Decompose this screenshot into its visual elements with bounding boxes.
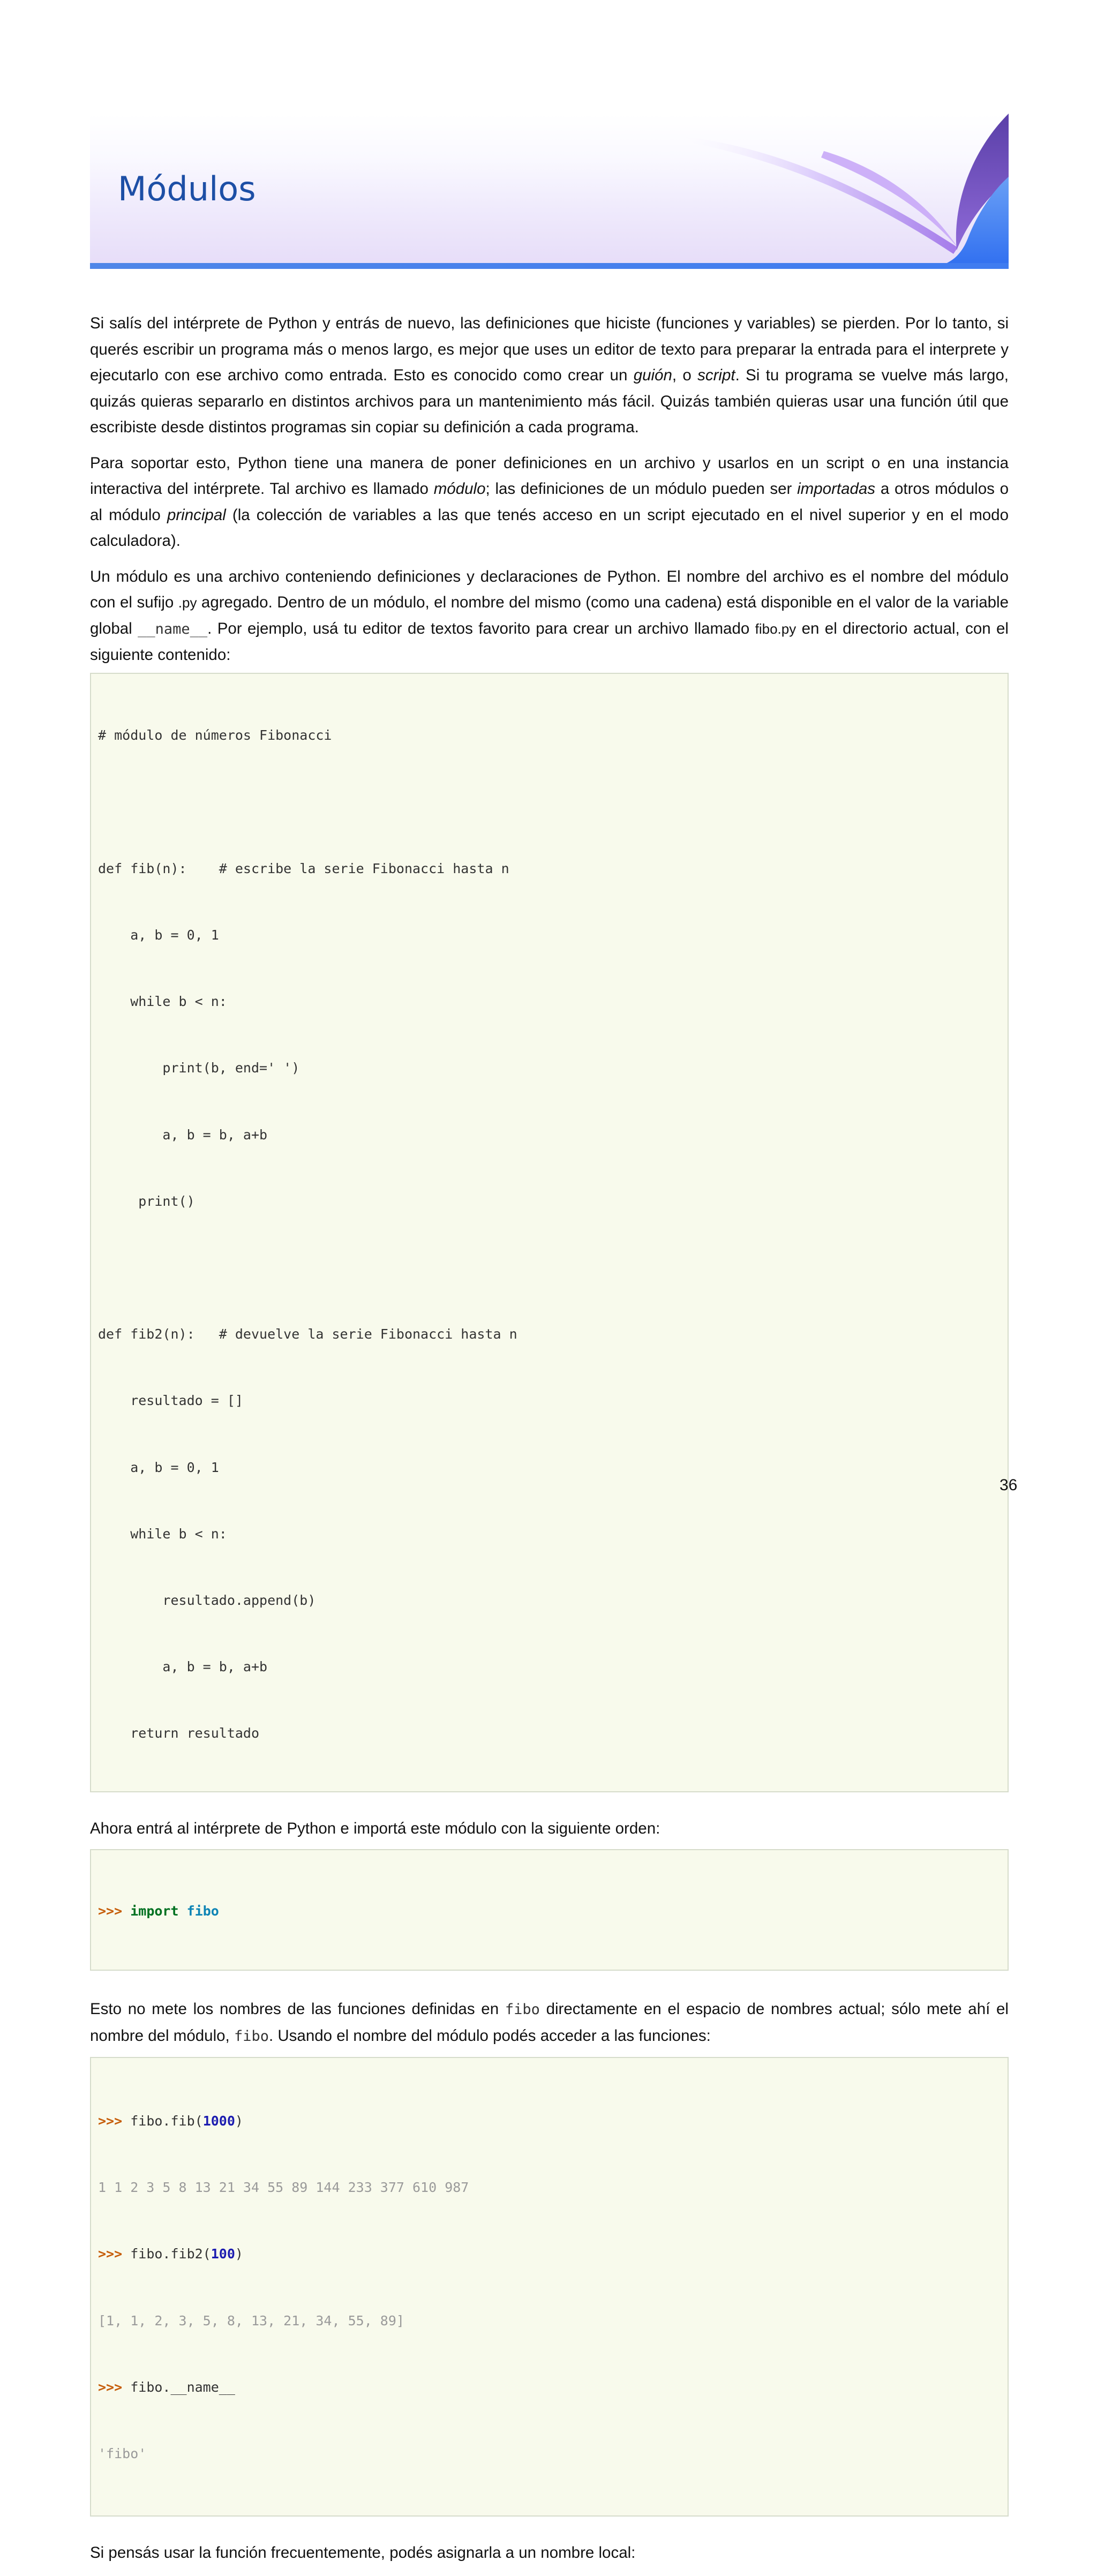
code-block-import — [90, 1849, 1009, 1971]
paragraph-modules: Para soportar esto, Python tiene una manera de poner definiciones en un archivo y usarlos en un script o en una instancia interactiva del intérprete. Tal archivo es llamado módulo; las definiciones de un módulo pueden ser importadas a otros módulos o al módulo principal (la colección de variables a las que tenés acceso en un script ejecutado en el nivel superior y en el modo calculadora). — [90, 454, 1009, 550]
module-name: fibo — [186, 1903, 219, 1919]
prompt: >>> — [98, 2113, 123, 2129]
document-body — [90, 311, 1009, 2576]
code-line: >>> fibo.__name__ — [98, 2379, 235, 2395]
code-line — [98, 1257, 999, 1279]
code-line: print() — [98, 1193, 195, 1209]
term-principal: principal — [167, 506, 226, 524]
term-importadas: importadas — [797, 480, 876, 498]
prompt: >>> — [98, 2379, 123, 2395]
code-line: while b < n: — [98, 1526, 227, 1542]
code-line: def fib2(n): # devuelve la serie Fibonacci hasta n — [98, 1326, 517, 1342]
code-line: print(b, end=' ') — [98, 1060, 300, 1076]
code-line: # módulo de números Fibonacci — [98, 727, 332, 743]
number-literal: 100 — [211, 2246, 235, 2262]
inline-code-fibo: fibo — [234, 2027, 269, 2045]
code-line — [98, 1900, 999, 1922]
code-line: >>> fibo.fib(1000) — [98, 2113, 243, 2129]
keyword-import: import — [130, 1903, 179, 1919]
page-number: 36 — [1000, 1476, 1018, 1494]
code-block-session — [90, 2057, 1009, 2517]
term-script: script — [697, 366, 735, 384]
code-line — [98, 791, 999, 813]
prompt: >>> — [98, 1903, 123, 1919]
code-line: >>> fibo.fib2(100) — [98, 2246, 243, 2262]
term-modulo: módulo — [433, 480, 486, 498]
code-line: a, b = b, a+b — [98, 1659, 268, 1675]
paragraph-import-intro: Ahora entrá al intérprete de Python e importá este módulo con la siguiente orden: — [90, 1819, 660, 1837]
code-output: [1, 1, 2, 3, 5, 8, 13, 21, 34, 55, 89] — [98, 2312, 404, 2329]
page-title: Módulos — [118, 169, 256, 208]
code-output: 'fibo' — [98, 2445, 147, 2461]
paragraph-namespace: Esto no mete los nombres de las funciones definidas en fibo directamente en el espacio de nombres actual; sólo mete ahí el nombre del módulo, fibo. Usando el nombre del módulo podés acceder a las funciones: — [90, 2000, 1009, 2045]
variable-name: __name__ — [138, 620, 208, 637]
code-line: def fib(n): # escribe la serie Fibonacci hasta n — [98, 860, 509, 876]
code-block-fibo-module — [90, 673, 1009, 1792]
paragraph-module-file: Un módulo es una archivo conteniendo definiciones y declaraciones de Python. El nombre del archivo es el nombre del módulo con el sufijo .py agregado. Dentro de un módulo, el nombre del mismo (como una cadena) está disponible en el valor de la variable global __name__. Por ejemplo, usá tu editor de textos favorito para crear un archivo llamado fibo.py en el directorio actual, con el siguiente contenido: — [90, 567, 1009, 664]
prompt: >>> — [98, 2246, 123, 2262]
term-guion: guión — [633, 366, 672, 384]
filename-fibo-py: fibo.py — [755, 620, 797, 637]
banner-underline — [90, 263, 1009, 269]
code-line: while b < n: — [98, 994, 227, 1010]
number-literal: 1000 — [202, 2113, 235, 2129]
paragraph-local-name: Si pensás usar la función frecuentemente, podés asignarla a un nombre local: — [90, 2544, 636, 2562]
suffix-py: .py — [178, 595, 197, 611]
code-line: return resultado — [98, 1725, 260, 1741]
code-line: resultado = [] — [98, 1393, 243, 1409]
code-line: a, b = 0, 1 — [98, 1459, 219, 1475]
code-line: a, b = b, a+b — [98, 1126, 268, 1143]
code-line: a, b = 0, 1 — [98, 927, 219, 943]
code-line: resultado.append(b) — [98, 1592, 316, 1608]
code-output: 1 1 2 3 5 8 13 21 34 55 89 144 233 377 610 987 — [98, 2180, 469, 2196]
inline-code-fibo: fibo — [505, 2001, 540, 2018]
paragraph-intro: Si salís del intérprete de Python y entrás de nuevo, las definiciones que hiciste (funciones y variables) se pierden. Por lo tanto, si querés escribir un programa más o menos largo, es mejor que uses un editor de texto para preparar la entrada para el interprete y ejecutarlo con ese archivo como entrada. Esto es conocido como crear un guión, o script. Si tu programa se vuelve más largo, quizás quieras separarlo en distintos archivos para un mantenimiento más fácil. Quizás también quieras usar una función útil que escribiste desde distintos programas sin copiar su definición a cada programa. — [90, 314, 1009, 436]
